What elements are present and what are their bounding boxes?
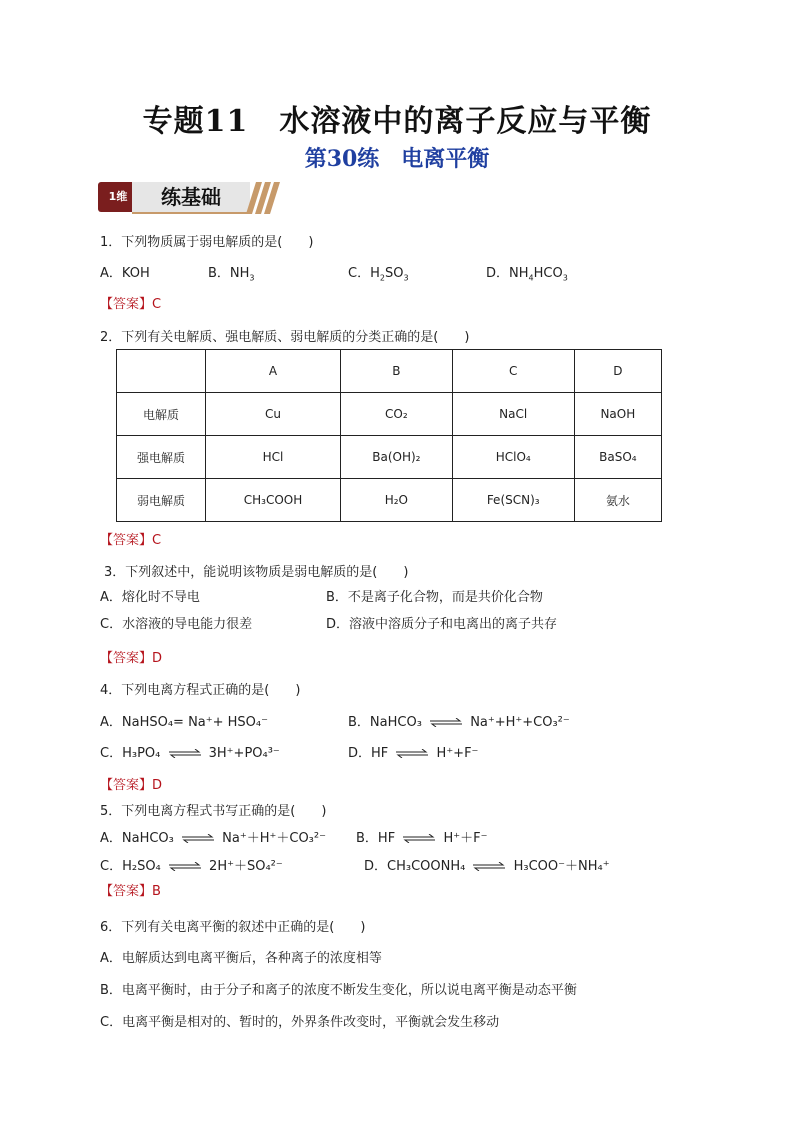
q4-option-c: C．H₃PO₄ 3H⁺+PO₄³⁻ — [100, 746, 280, 761]
table-cell: 氨水 — [574, 479, 661, 522]
table-cell: BaSO₄ — [574, 436, 661, 479]
page-title: 专题11 水溶液中的离子反应与平衡 — [142, 104, 652, 139]
table-cell: HClO₄ — [452, 436, 574, 479]
question-1-stem: 1．下列物质属于弱电解质的是( ) — [100, 235, 314, 250]
question-2-stem: 2．下列有关电解质、强电解质、弱电解质的分类正确的是( ) — [100, 330, 470, 345]
equilibrium-arrow-icon — [472, 862, 506, 871]
section-heading: 练基础 — [132, 182, 250, 214]
q6-option-a: A．电解质达到电离平衡后，各种离子的浓度相等 — [100, 951, 382, 966]
table-cell: Cu — [206, 393, 341, 436]
q5-option-a: A．NaHCO₃ Na⁺＋H⁺＋CO₃²⁻ — [100, 831, 326, 846]
table-header-cell: C — [452, 350, 574, 393]
question-4-stem: 4．下列电离方程式正确的是( ) — [100, 683, 301, 698]
q1-option-d: D．$NH_4HCO_3$ — [486, 266, 568, 283]
q5-option-b: B．HF H⁺＋F⁻ — [356, 831, 488, 846]
table-cell: CH₃COOH — [206, 479, 341, 522]
table-cell: NaCl — [452, 393, 574, 436]
q1-option-a: A．KOH — [100, 266, 150, 281]
section-banner — [98, 180, 278, 218]
q4-answer: 【答案】D — [100, 778, 163, 793]
q5-option-d: D．CH₃COONH₄ H₃COO⁻＋NH₄⁺ — [364, 859, 610, 874]
q6-option-c: C．电离平衡是相对的、暂时的，外界条件改变时，平衡就会发生移动 — [100, 1015, 500, 1030]
q3-answer: 【答案】D — [100, 651, 163, 666]
slash-decoration-icon — [246, 180, 280, 216]
q4-option-a: A．NaHSO₄= Na⁺+ HSO₄⁻ — [100, 715, 268, 730]
q3-option-c: C．水溶液的导电能力很差 — [100, 617, 253, 632]
table-cell: H₂O — [341, 479, 453, 522]
q6-option-b: B．电离平衡时，由于分子和离子的浓度不断发生变化，所以说电离平衡是动态平衡 — [100, 983, 577, 998]
row-label: 弱电解质 — [117, 479, 206, 522]
q2-answer: 【答案】C — [100, 533, 162, 548]
row-label: 电解质 — [117, 393, 206, 436]
q5-option-c: C．H₂SO₄ 2H⁺＋SO₄²⁻ — [100, 859, 283, 874]
equilibrium-arrow-icon — [168, 749, 202, 758]
table-row — [117, 393, 662, 436]
table-cell: CO₂ — [341, 393, 453, 436]
question-5-stem: 5．下列电离方程式书写正确的是( ) — [100, 804, 327, 819]
q3-option-d: D．溶液中溶质分子和电离出的离子共存 — [326, 617, 558, 632]
equilibrium-arrow-icon — [168, 862, 202, 871]
table-row — [117, 479, 662, 522]
level-badge: 1维 — [98, 182, 138, 212]
table-cell: HCl — [206, 436, 341, 479]
table-header-cell: B — [341, 350, 453, 393]
table-cell: Ba(OH)₂ — [341, 436, 453, 479]
row-label: 强电解质 — [117, 436, 206, 479]
table-header-cell: D — [574, 350, 661, 393]
question-3-stem: 3．下列叙述中，能说明该物质是弱电解质的是( ) — [104, 565, 409, 580]
q1-option-c: C．$H_2SO_3$ — [348, 266, 409, 283]
table-header-cell — [117, 350, 206, 393]
q1-answer: 【答案】C — [100, 297, 162, 312]
table-cell: Fe(SCN)₃ — [452, 479, 574, 522]
q5-answer: 【答案】B — [100, 884, 161, 899]
q3-option-b: B．不是离子化合物，而是共价化合物 — [326, 590, 543, 605]
page-subtitle: 第30练 电离平衡 — [304, 146, 490, 172]
equilibrium-arrow-icon — [395, 749, 429, 758]
question-6-stem: 6．下列有关电离平衡的叙述中正确的是( ) — [100, 920, 366, 935]
q4-option-d: D．HF H⁺+F⁻ — [348, 746, 479, 761]
equilibrium-arrow-icon — [181, 834, 215, 843]
equilibrium-arrow-icon — [429, 718, 463, 727]
q3-option-a: A．熔化时不导电 — [100, 590, 200, 605]
q4-option-b: B．NaHCO₃ Na⁺+H⁺+CO₃²⁻ — [348, 715, 570, 730]
table-header-row — [117, 350, 662, 393]
q1-option-b: B．$NH_3$ — [208, 266, 255, 283]
table-cell: NaOH — [574, 393, 661, 436]
table-header-cell: A — [206, 350, 341, 393]
table-row — [117, 436, 662, 479]
equilibrium-arrow-icon — [402, 834, 436, 843]
classification-table — [116, 349, 662, 522]
